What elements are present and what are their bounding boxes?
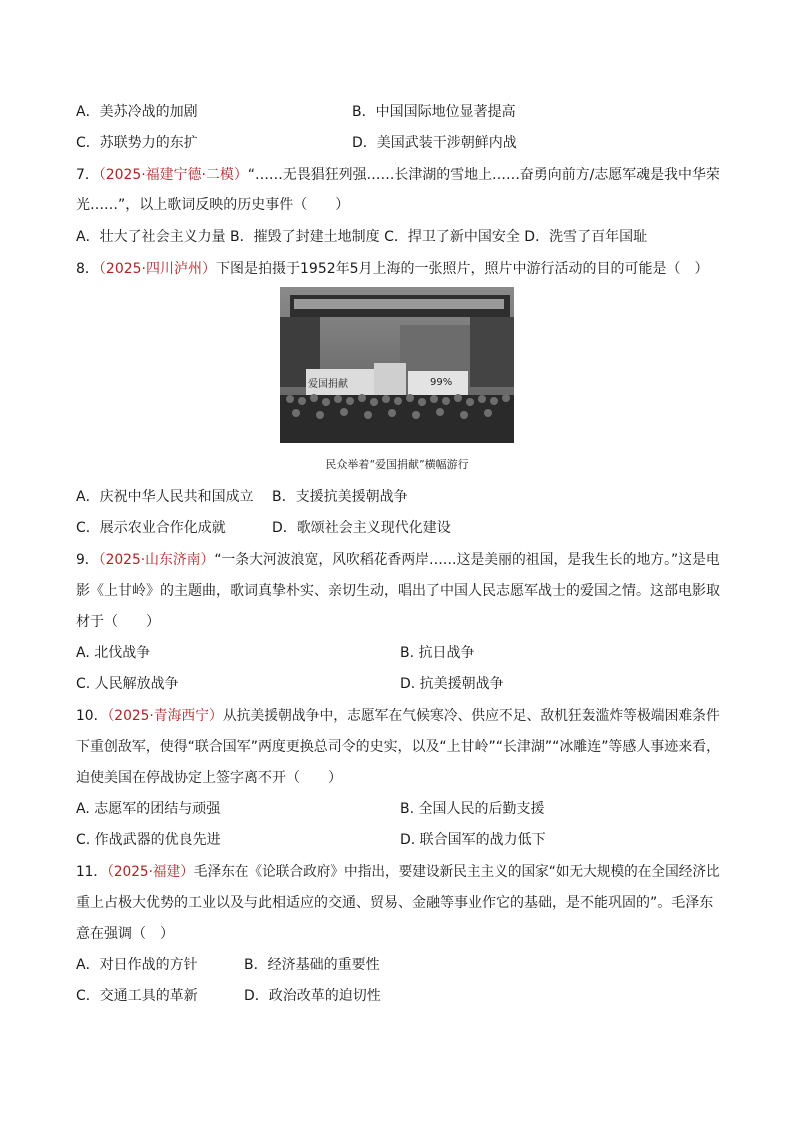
q10-text: 从抗美援朝战争中，志愿军在气候寒冷、供应不足、敌机狂轰滥炸等极端困难条件 — [222, 708, 720, 724]
q9-option-a: A. 北伐战争 — [76, 645, 151, 661]
q7-stem-line1 — [76, 165, 720, 185]
q7-stem-line2: 光……”，以上歌词反映的历史事件（ ） — [76, 197, 350, 213]
q10-stem-line1 — [76, 706, 720, 726]
q11-source: （2025·福建） — [107, 864, 194, 880]
q9-option-b: B. 抗日战争 — [400, 645, 475, 661]
photo-caption: 民众举着“爱国捐献”横幅游行 — [325, 458, 469, 471]
q10-source: （2025·青海西宁） — [107, 708, 223, 724]
q9-source: （2025·山东济南） — [98, 552, 215, 568]
photo-banner-text: 爱国捐献 — [308, 379, 348, 390]
q8-source: （2025·四川泸州） — [98, 261, 217, 277]
q10-option-b: B. 全国人民的后勤支援 — [400, 801, 545, 817]
q11-number: 11． — [76, 864, 108, 880]
q9-stem-line3: 材于（ ） — [76, 614, 160, 630]
q9-text: “一条大河波浪宽，风吹稻花香两岸……这是美丽的祖国，是我生长的地方。”这是电 — [214, 552, 720, 568]
q10-option-d: D. 联合国军的战力低下 — [400, 832, 546, 848]
q8-text: 下图是拍摄于1952年5月上海的一张照片，照片中游行活动的目的可能是（ ） — [216, 261, 709, 277]
q11-stem-line3: 意在强调（ ） — [76, 926, 174, 942]
q7-text: “……无畏猖狂列强……长津湖的雪地上……奋勇向前方/志愿军魂是我中华荣 — [247, 167, 720, 183]
q10-number: 10． — [76, 708, 108, 724]
q7-source: （2025·福建宁德·二模） — [98, 167, 248, 183]
q6-option-b: B．中国国际地位显著提高 — [352, 104, 516, 120]
q10-stem-line3: 迫使美国在停战协定上签字离不开（ ） — [76, 770, 342, 786]
q8-stem — [76, 259, 709, 279]
q11-text: 毛泽东在《论联合政府》中指出，要建设新民主主义的国家“如无大规模的在全国经济比 — [193, 864, 720, 880]
q8-number: 8． — [76, 261, 99, 277]
q9-number: 9． — [76, 552, 99, 568]
q10-stem-line2: 下重创敌军，使得“联合国军”两度更换总司令的史实，以及“上甘岭”“长津湖”“冰雕连”等感人事迹来看， — [76, 739, 721, 755]
q10-option-a: A. 志愿军的团结与顽强 — [76, 801, 221, 817]
photo-sign-text: 99% — [430, 377, 453, 388]
q8-option-c: C．展示农业合作化成就 — [76, 520, 226, 536]
q11-option-b: B．经济基础的重要性 — [244, 957, 380, 973]
q11-option-c: C．交通工具的革新 — [76, 988, 198, 1004]
q11-stem-line1 — [76, 862, 720, 882]
q6-option-c: C．苏联势力的东扩 — [76, 135, 198, 151]
q6-option-d: D．美国武装干涉朝鲜内战 — [352, 135, 517, 151]
q9-stem-line1 — [76, 550, 720, 570]
q8-option-b: B．支援抗美援朝战争 — [272, 489, 408, 505]
q9-option-c: C. 人民解放战争 — [76, 676, 179, 692]
q8-option-d: D．歌颂社会主义现代化建设 — [272, 520, 451, 536]
q9-stem-line2: 影《上甘岭》的主题曲，歌词真挚朴实、亲切生动，唱出了中国人民志愿军战士的爱国之情。这部电影取 — [76, 583, 720, 599]
q9-option-d: D. 抗美援朝战争 — [400, 676, 504, 692]
parade-photo — [280, 287, 514, 443]
q7-options: A．壮大了社会主义力量 B．摧毁了封建土地制度 C．捍卫了新中国安全 D．洗雪了百年国耻 — [76, 229, 648, 245]
q8-option-a: A．庆祝中华人民共和国成立 — [76, 489, 254, 505]
q11-option-d: D．政治改革的迫切性 — [244, 988, 381, 1004]
q6-option-a: A．美苏冷战的加剧 — [76, 104, 198, 120]
q10-option-c: C. 作战武器的优良先进 — [76, 832, 221, 848]
q7-number: 7． — [76, 167, 99, 183]
q11-option-a: A．对日作战的方针 — [76, 957, 198, 973]
parade-photo-image — [280, 287, 514, 443]
q11-stem-line2: 重上占极大优势的工业以及与此相适应的交通、贸易、金融等事业作它的基础，是不能巩固的”。毛泽东 — [76, 895, 714, 911]
